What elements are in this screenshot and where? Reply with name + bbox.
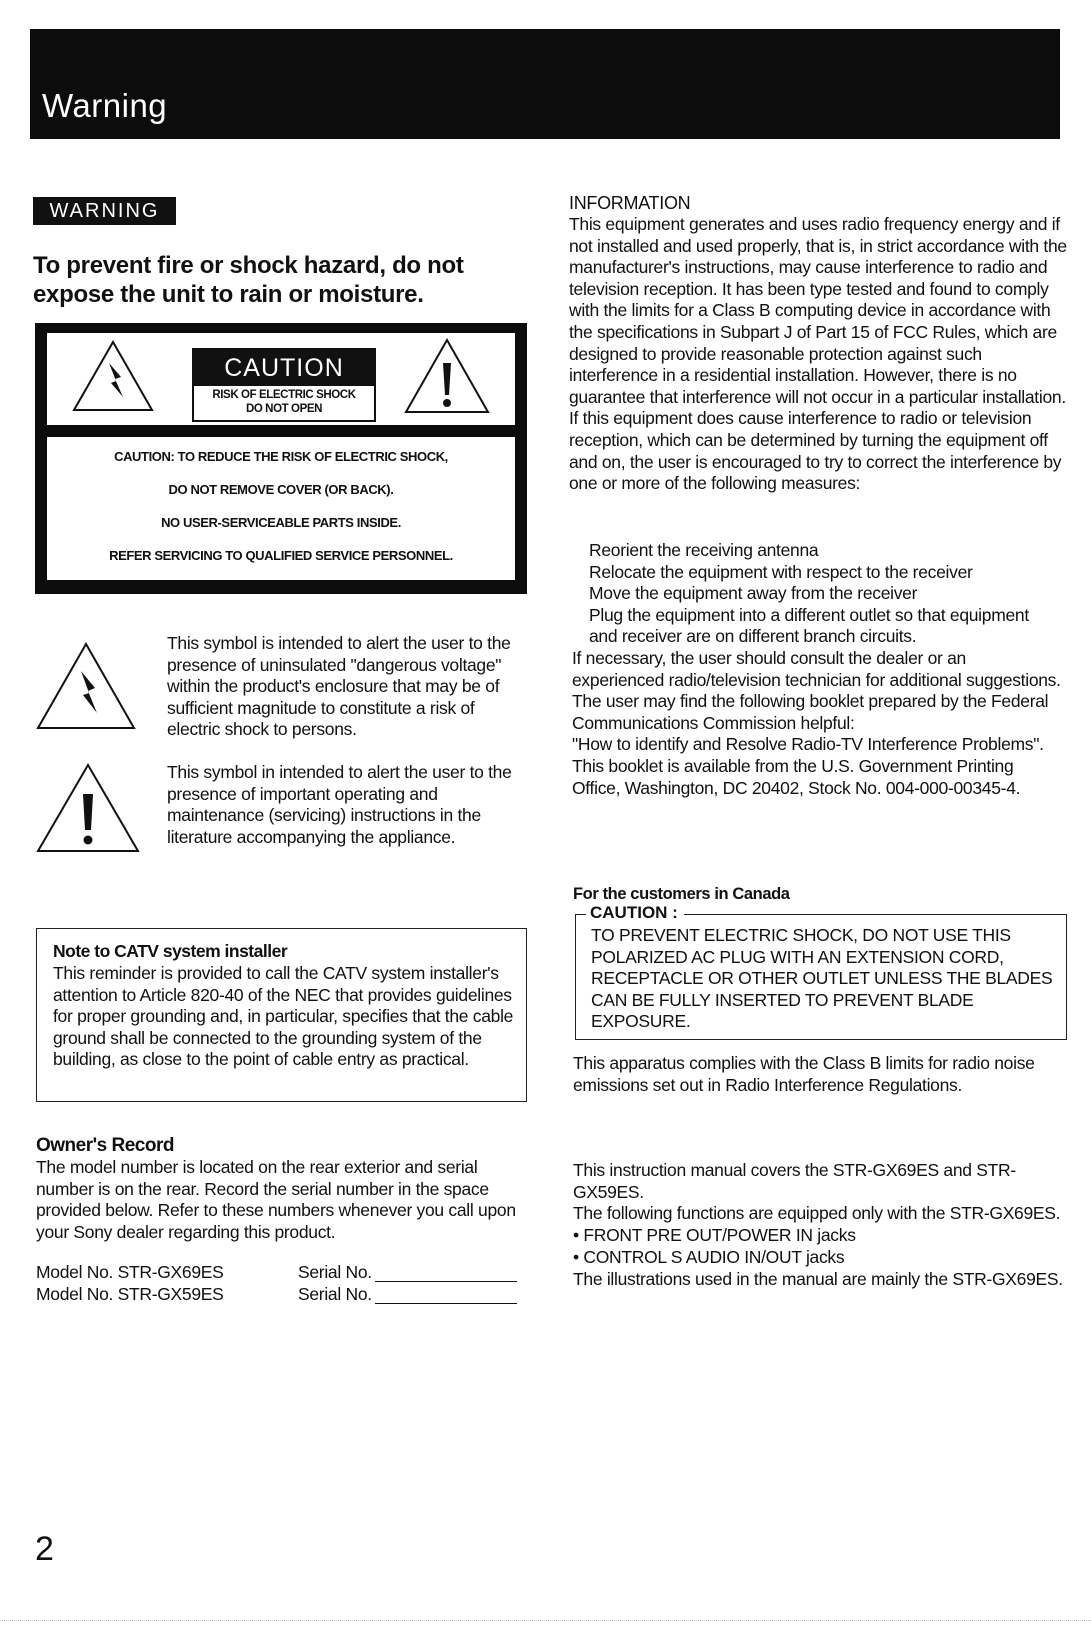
page-number: 2 bbox=[35, 1530, 54, 1568]
hazard-heading bbox=[33, 251, 503, 309]
page-title: Warning bbox=[42, 87, 168, 124]
caution-label bbox=[192, 348, 376, 422]
information-body: This equipment generates and uses radio frequency energy and if not installed and used properly, that is, in strict accordance with the manufacturer's instructions, may cause interference to radio and television reception. It has been type tested and found to comply with the limits for a Class B computing device in accordance with the specifications in Subpart J of Part 15 of FCC Rules, which are designed to provide reasonable protection against such interference in a residential installation. However, there is no guarantee that interference will not occur in a particular installation. If this equipment does cause interference to radio or television reception, which can be determined by turning the equipment off and on, the user is encouraged to try to correct the interference by one or more of the following measures: bbox=[569, 214, 1067, 494]
measures-list bbox=[589, 540, 1059, 648]
lightning-symbol-description: This symbol is intended to alert the user to the presence of uninsulated "dangerous voltage" within the product's enclosure that may be of sufficient magnitude to constitute a risk of electric shock to persons. bbox=[167, 633, 511, 739]
manual-bullet: • FRONT PRE OUT/POWER IN jacks bbox=[573, 1225, 856, 1246]
canada-heading: For the customers in Canada bbox=[573, 885, 790, 903]
exclamation-symbol-icon bbox=[35, 762, 141, 854]
measure-item: Move the equipment away from the receiver bbox=[589, 583, 918, 604]
manual-bullet-text: CONTROL S AUDIO IN/OUT jacks bbox=[583, 1246, 845, 1267]
information-booklet-text: "How to identify and Resolve Radio-TV Interference Problems". This booklet is available from the U.S. Government Printing Office, Washington, DC 20402, Stock No. 004-000-00345-4. bbox=[572, 734, 1044, 798]
warning-badge: WARNING bbox=[33, 197, 176, 225]
manual-bullet: • CONTROL S AUDIO IN/OUT jacks bbox=[573, 1246, 845, 1267]
manual-bullet-text: FRONT PRE OUT/POWER IN jacks bbox=[583, 1225, 856, 1246]
manual-line-2: The following functions are equipped only with the STR-GX69ES. bbox=[573, 1203, 1061, 1224]
caution-label-sub-2: DO NOT OPEN bbox=[245, 403, 323, 415]
caution-line-3: NO USER-SERVICEABLE PARTS INSIDE. bbox=[161, 515, 401, 530]
information-followup bbox=[572, 648, 1062, 799]
exclamation-symbol-description: This symbol in intended to alert the user to the presence of important operating and maintenance (servicing) instructions in the literature accompanying the appliance. bbox=[167, 762, 512, 847]
canada-compliance-note: This apparatus complies with the Class B limits for radio noise emissions set out in Radio Interference Regulations. bbox=[573, 1053, 1035, 1095]
serial-entry-line-2[interactable] bbox=[375, 1303, 517, 1304]
caution-label-subtext bbox=[194, 388, 374, 416]
model-number-2: Model No. STR-GX59ES bbox=[36, 1284, 224, 1304]
measure-item: Reorient the receiving antenna bbox=[589, 540, 819, 560]
caution-box bbox=[35, 323, 527, 594]
serial-label-1: Serial No. bbox=[298, 1262, 372, 1282]
manual-line-1: This instruction manual covers the STR-GX69ES and STR-GX59ES. bbox=[573, 1160, 1016, 1202]
caution-label-sub-1: RISK OF ELECTRIC SHOCK bbox=[212, 389, 356, 401]
hazard-heading-line-2: expose the unit to rain or moisture. bbox=[33, 281, 424, 308]
caution-box-bottom bbox=[47, 437, 515, 580]
caution-line-4: REFER SERVICING TO QUALIFIED SERVICE PERSONNEL. bbox=[109, 548, 453, 563]
owners-record-body: The model number is located on the rear exterior and serial number is on the rear. Record the serial number in the space provided below. Refer to these numbers whenever you call upon your Sony dealer regarding this product. bbox=[36, 1157, 516, 1242]
information-heading: INFORMATION bbox=[569, 193, 691, 213]
exclamation-warning-icon bbox=[403, 337, 491, 415]
canada-caution-label: CAUTION : bbox=[586, 903, 684, 923]
manual-coverage bbox=[573, 1160, 1063, 1290]
scan-edge-divider bbox=[0, 1620, 1091, 1621]
information-consult-text: If necessary, the user should consult the dealer or an experienced radio/television technician for additional suggestions. The user may find the following booklet prepared by the Federal Communications Commission helpful: bbox=[572, 648, 1061, 733]
owners-record-heading: Owner's Record bbox=[36, 1135, 174, 1156]
header-bar bbox=[30, 29, 1060, 139]
caution-box-top bbox=[47, 333, 515, 425]
caution-line-2: DO NOT REMOVE COVER (OR BACK). bbox=[168, 482, 394, 497]
model-number-1: Model No. STR-GX69ES bbox=[36, 1262, 224, 1282]
catv-note-box bbox=[36, 928, 527, 1102]
caution-label-title: CAUTION bbox=[194, 350, 374, 386]
manual-line-3: The illustrations used in the manual are mainly the STR-GX69ES. bbox=[573, 1268, 1063, 1289]
serial-label-2: Serial No. bbox=[298, 1284, 372, 1304]
caution-line-1: CAUTION: TO REDUCE THE RISK OF ELECTRIC SHOCK, bbox=[114, 449, 448, 464]
hazard-heading-line-1: To prevent fire or shock hazard, do not bbox=[33, 252, 464, 279]
measure-item: Plug the equipment into a different outlet so that equipment and receiver are on different branch circuits. bbox=[589, 604, 1029, 647]
catv-body: This reminder is provided to call the CATV system installer's attention to Article 820-40 of the NEC that provides guidelines for proper grounding and, in particular, specifies that the cable ground shall be connected to the grounding system of the building, as close to the point of cable entry as practical. bbox=[53, 963, 514, 1069]
lightning-warning-icon bbox=[71, 339, 155, 413]
measure-item: Relocate the equipment with respect to the receiver bbox=[589, 561, 973, 582]
serial-entry-line-1[interactable] bbox=[375, 1281, 517, 1282]
catv-heading: Note to CATV system installer bbox=[53, 941, 288, 961]
canada-caution-box bbox=[575, 903, 1067, 1040]
lightning-symbol-icon bbox=[35, 641, 137, 731]
canada-caution-body: TO PREVENT ELECTRIC SHOCK, DO NOT USE THIS POLARIZED AC PLUG WITH AN EXTENSION CORD, RECEPTACLE OR OTHER OUTLET UNLESS THE BLADES CAN BE FULLY INSERTED TO PREVENT BLADE EXPOSURE. bbox=[591, 925, 1053, 1032]
